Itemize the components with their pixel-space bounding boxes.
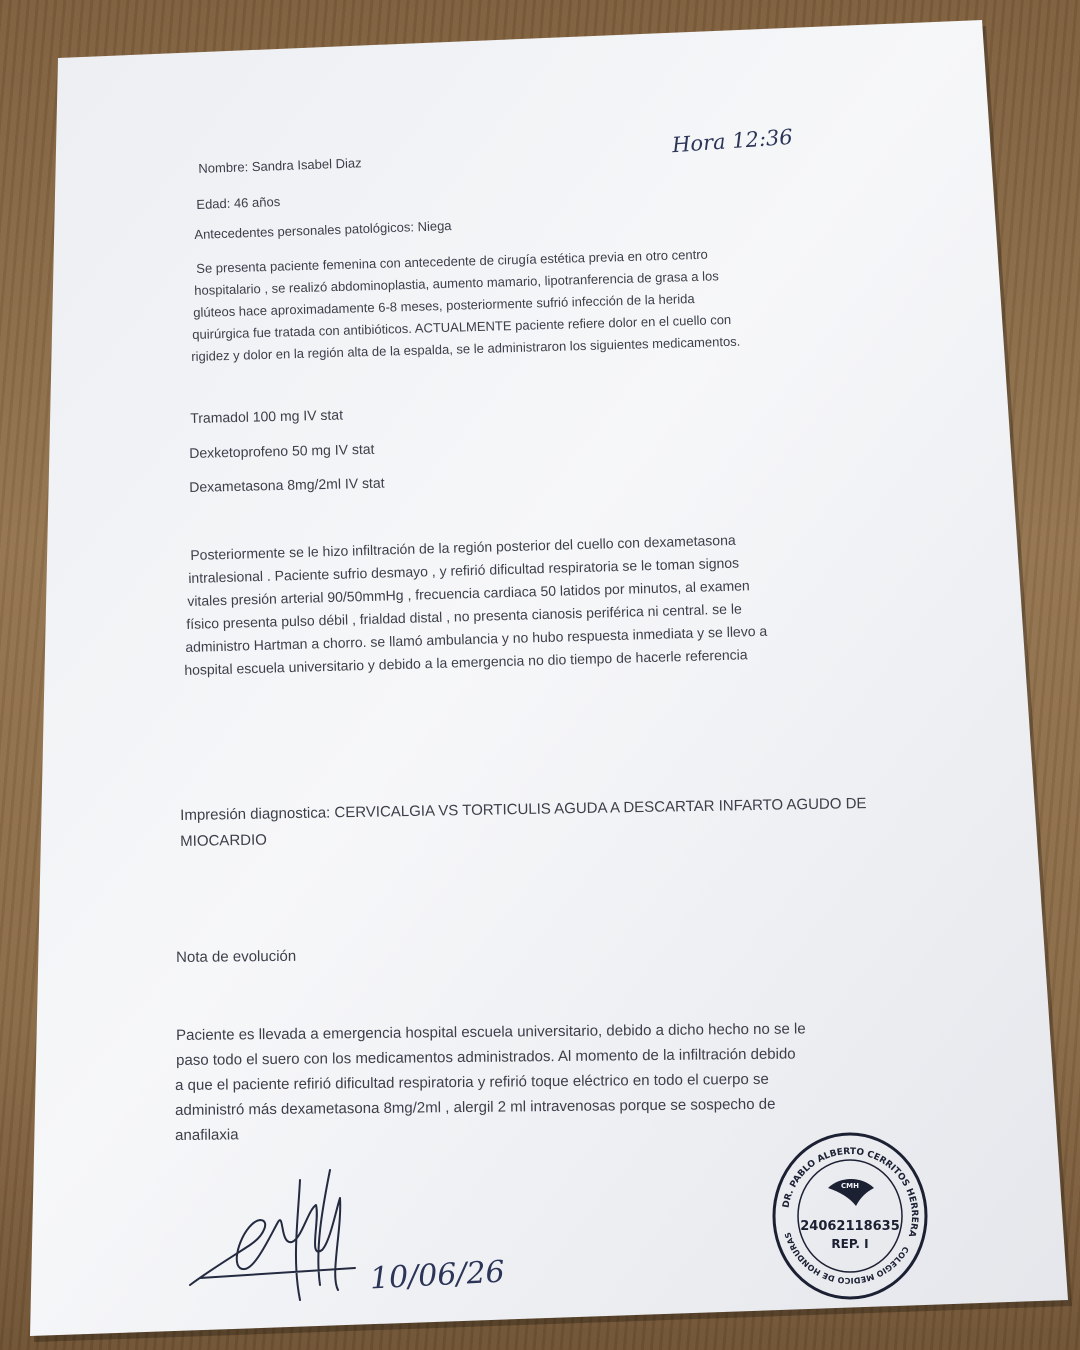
medical-stamp [770, 1128, 930, 1303]
evolution-line: Paciente es llevada a emergencia hospital escuela universitario, debido a dicho hecho no se le [176, 1020, 806, 1044]
patient-name: Nombre: Sandra Isabel Diaz [198, 155, 362, 176]
evolution-line: paso todo el suero con los medicamentos administrados. Al momento de la infiltración debido [176, 1045, 796, 1069]
medication-item: Tramadol 100 mg IV stat [190, 406, 344, 426]
followup-line: hospital escuela universitario y debido a la emergencia no dio tiempo de hacerle referencia [184, 646, 748, 678]
history-line: quirúrgica fue tratada con antibióticos. ACTUALMENTE paciente refiere dolor en el cuello con [192, 311, 732, 342]
signature-date: 10/06/26 [369, 1254, 506, 1297]
patient-age: Edad: 46 años [196, 194, 281, 212]
diagnosis-line: Impresión diagnostica: CERVICALGIA VS TORTICULIS AGUDA A DESCARTAR INFARTO AGUDO DE [180, 795, 867, 824]
medical-background: Antecedentes personales patológicos: Niega [194, 218, 452, 242]
medication-item: Dexametasona 8mg/2ml IV stat [189, 474, 385, 495]
followup-line: vitales presión arterial 90/50mmHg , frecuencia cardiaca 50 latidos por minutos, al examen [187, 577, 750, 609]
followup-line: físico presenta pulso débil , frialdad distal , no presenta cianosis periférica ni central. se le [186, 600, 742, 632]
evolution-title: Nota de evolución [176, 947, 297, 966]
history-line: rigidez y dolor en la región alta de la espalda, se le administraron los siguientes medicamentos. [191, 333, 741, 364]
history-line: Se presenta paciente femenina con antecedente de cirugía estética previa en otro centro [196, 246, 708, 276]
diagnosis-line: MIOCARDIO [180, 831, 268, 850]
followup-line: Posteriormente se le hizo infiltración de la región posterior del cuello con dexametasona [190, 531, 736, 563]
stamp-badge: CMH [841, 1182, 859, 1190]
handwritten-signature [180, 1150, 390, 1310]
history-line: glúteos hace aproximadamente 6-8 meses, posteriormente sufrió infección de la herida [193, 290, 695, 320]
history-line: hospitalario , se realizó abdominoplastia, aumento mamario, lipotranferencia de grasa a los [194, 268, 719, 298]
handwritten-time: Hora 12:36 [671, 124, 794, 158]
stamp-name: DR. PABLO ALBERTO CERRITOS HERRERA [781, 1146, 920, 1239]
stamp-rep: REP. I [831, 1237, 869, 1251]
stamp-college: COLEGIO MEDICO DE HONDURAS [783, 1231, 911, 1286]
evolution-line: administró más dexametasona 8mg/2ml , alergil 2 ml intravenosas porque se sospecho de [175, 1095, 776, 1119]
evolution-line: a que el paciente refirió dificultad respiratoria y refirió toque eléctrico en todo el cuerpo se [175, 1070, 769, 1094]
medication-item: Dexketoprofeno 50 mg IV stat [189, 440, 375, 461]
followup-line: administro Hartman a chorro. se llamó ambulancia y no hubo respuesta inmediata y se llevo a [185, 622, 768, 655]
evolution-line: anafilaxia [175, 1126, 239, 1144]
followup-line: intralesional . Paciente sufrio desmayo , y refirió dificultad respiratoria se le toman signos [188, 554, 740, 586]
stamp-number: 24062118635 [800, 1219, 900, 1234]
